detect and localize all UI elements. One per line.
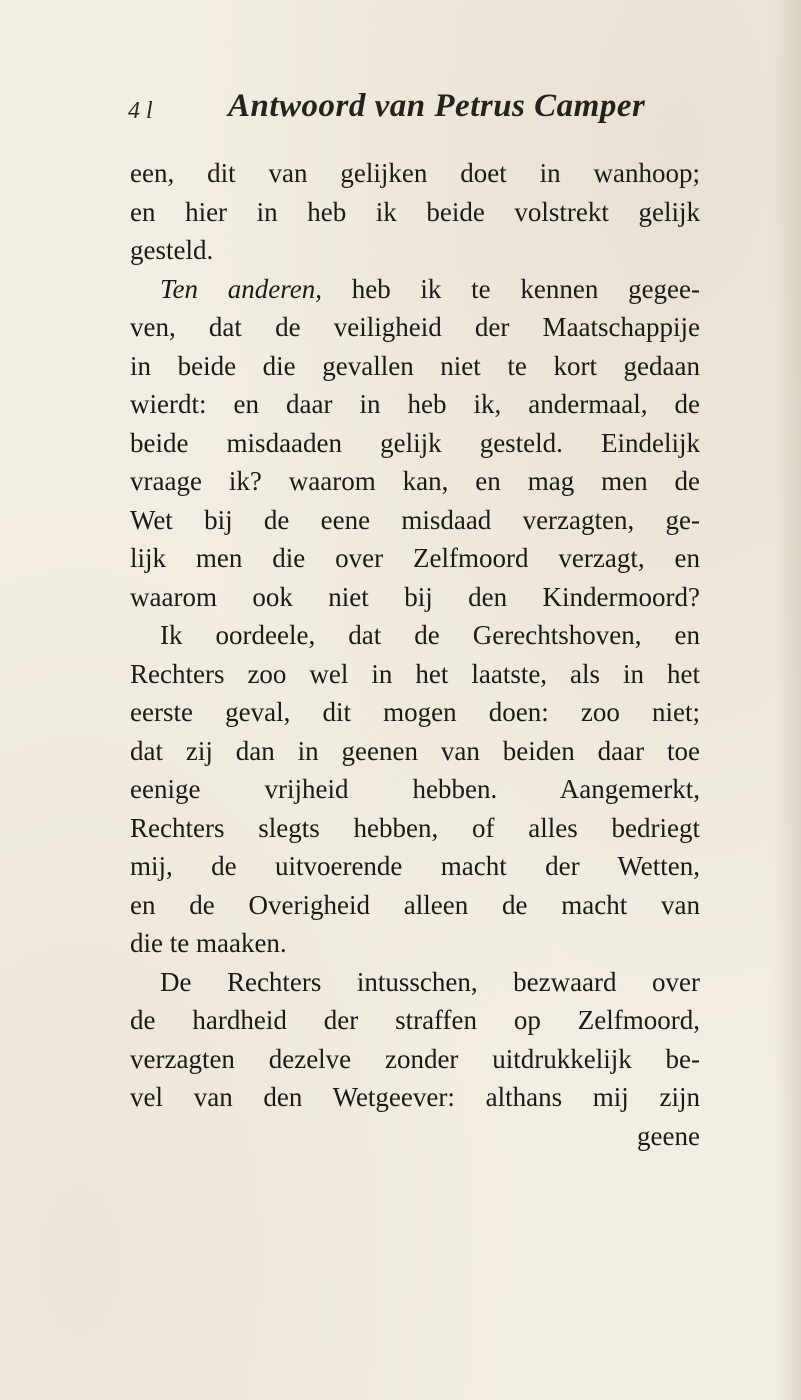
text-line: beide misdaaden gelijk gesteld. Eindelijk <box>130 427 700 458</box>
text-line: Rechters zoo wel in het laatste, als in het <box>130 658 700 689</box>
text-line: eerste geval, dit mogen doen: zoo niet; <box>130 697 700 727</box>
text-line: die te maaken. <box>130 928 287 958</box>
text-line: Wet bij de eene misdaad verzagten, ge- <box>130 504 700 535</box>
text-line: een, dit van gelijken doet in wanhoop; <box>130 158 700 188</box>
text-line: vel van den Wetgeever: althans mij zijn <box>130 1082 700 1112</box>
page-edge-shadow <box>773 0 801 1400</box>
text-line: waarom ook niet bij den Kindermoord? <box>130 581 700 612</box>
text-line: de hardheid der straffen op Zelfmoord, <box>130 1005 700 1035</box>
text-line: wierdt: en daar in heb ik, andermaal, de <box>130 389 700 419</box>
text-line: gesteld. <box>130 235 214 265</box>
text-line: De Rechters intusschen, bezwaard over <box>160 966 700 997</box>
text-line: eenige vrijheid hebben. Aangemerkt, <box>130 774 700 804</box>
text-line-rest: heb ik te kennen gegee- <box>351 273 701 304</box>
text-line: in beide die gevallen niet te kort gedaan <box>130 350 700 381</box>
text-line: mij, de uitvoerende macht der Wetten, <box>130 851 700 881</box>
text-line: lijk men die over Zelfmoord verzagt, en <box>130 543 700 573</box>
catchword: geene <box>637 1120 700 1151</box>
text-line: Ik oordeele, dat de Gerechtshoven, en <box>160 620 700 650</box>
text-line: Rechters slegts hebben, of alles bedriegt <box>130 812 700 843</box>
body-text <box>130 154 700 1155</box>
text-line: verzagten dezelve zonder uitdrukkelijk be- <box>130 1043 700 1074</box>
text-line: dat zij dan in geenen van beiden daar toe <box>130 735 700 766</box>
text-line: en de Overigheid alleen de macht van <box>130 889 700 920</box>
italic-phrase: Ten anderen, <box>160 273 322 304</box>
running-title: Antwoord van Petrus Camper <box>228 88 646 124</box>
text-line: vraage ik? waarom kan, en mag men de <box>130 466 700 496</box>
page-header <box>128 88 688 132</box>
page-number: 4 l <box>128 98 153 124</box>
text-line <box>130 270 700 309</box>
text-line: en hier in heb ik beide volstrekt gelijk <box>130 196 700 227</box>
text-line: ven, dat de veiligheid der Maatschappije <box>130 312 700 342</box>
